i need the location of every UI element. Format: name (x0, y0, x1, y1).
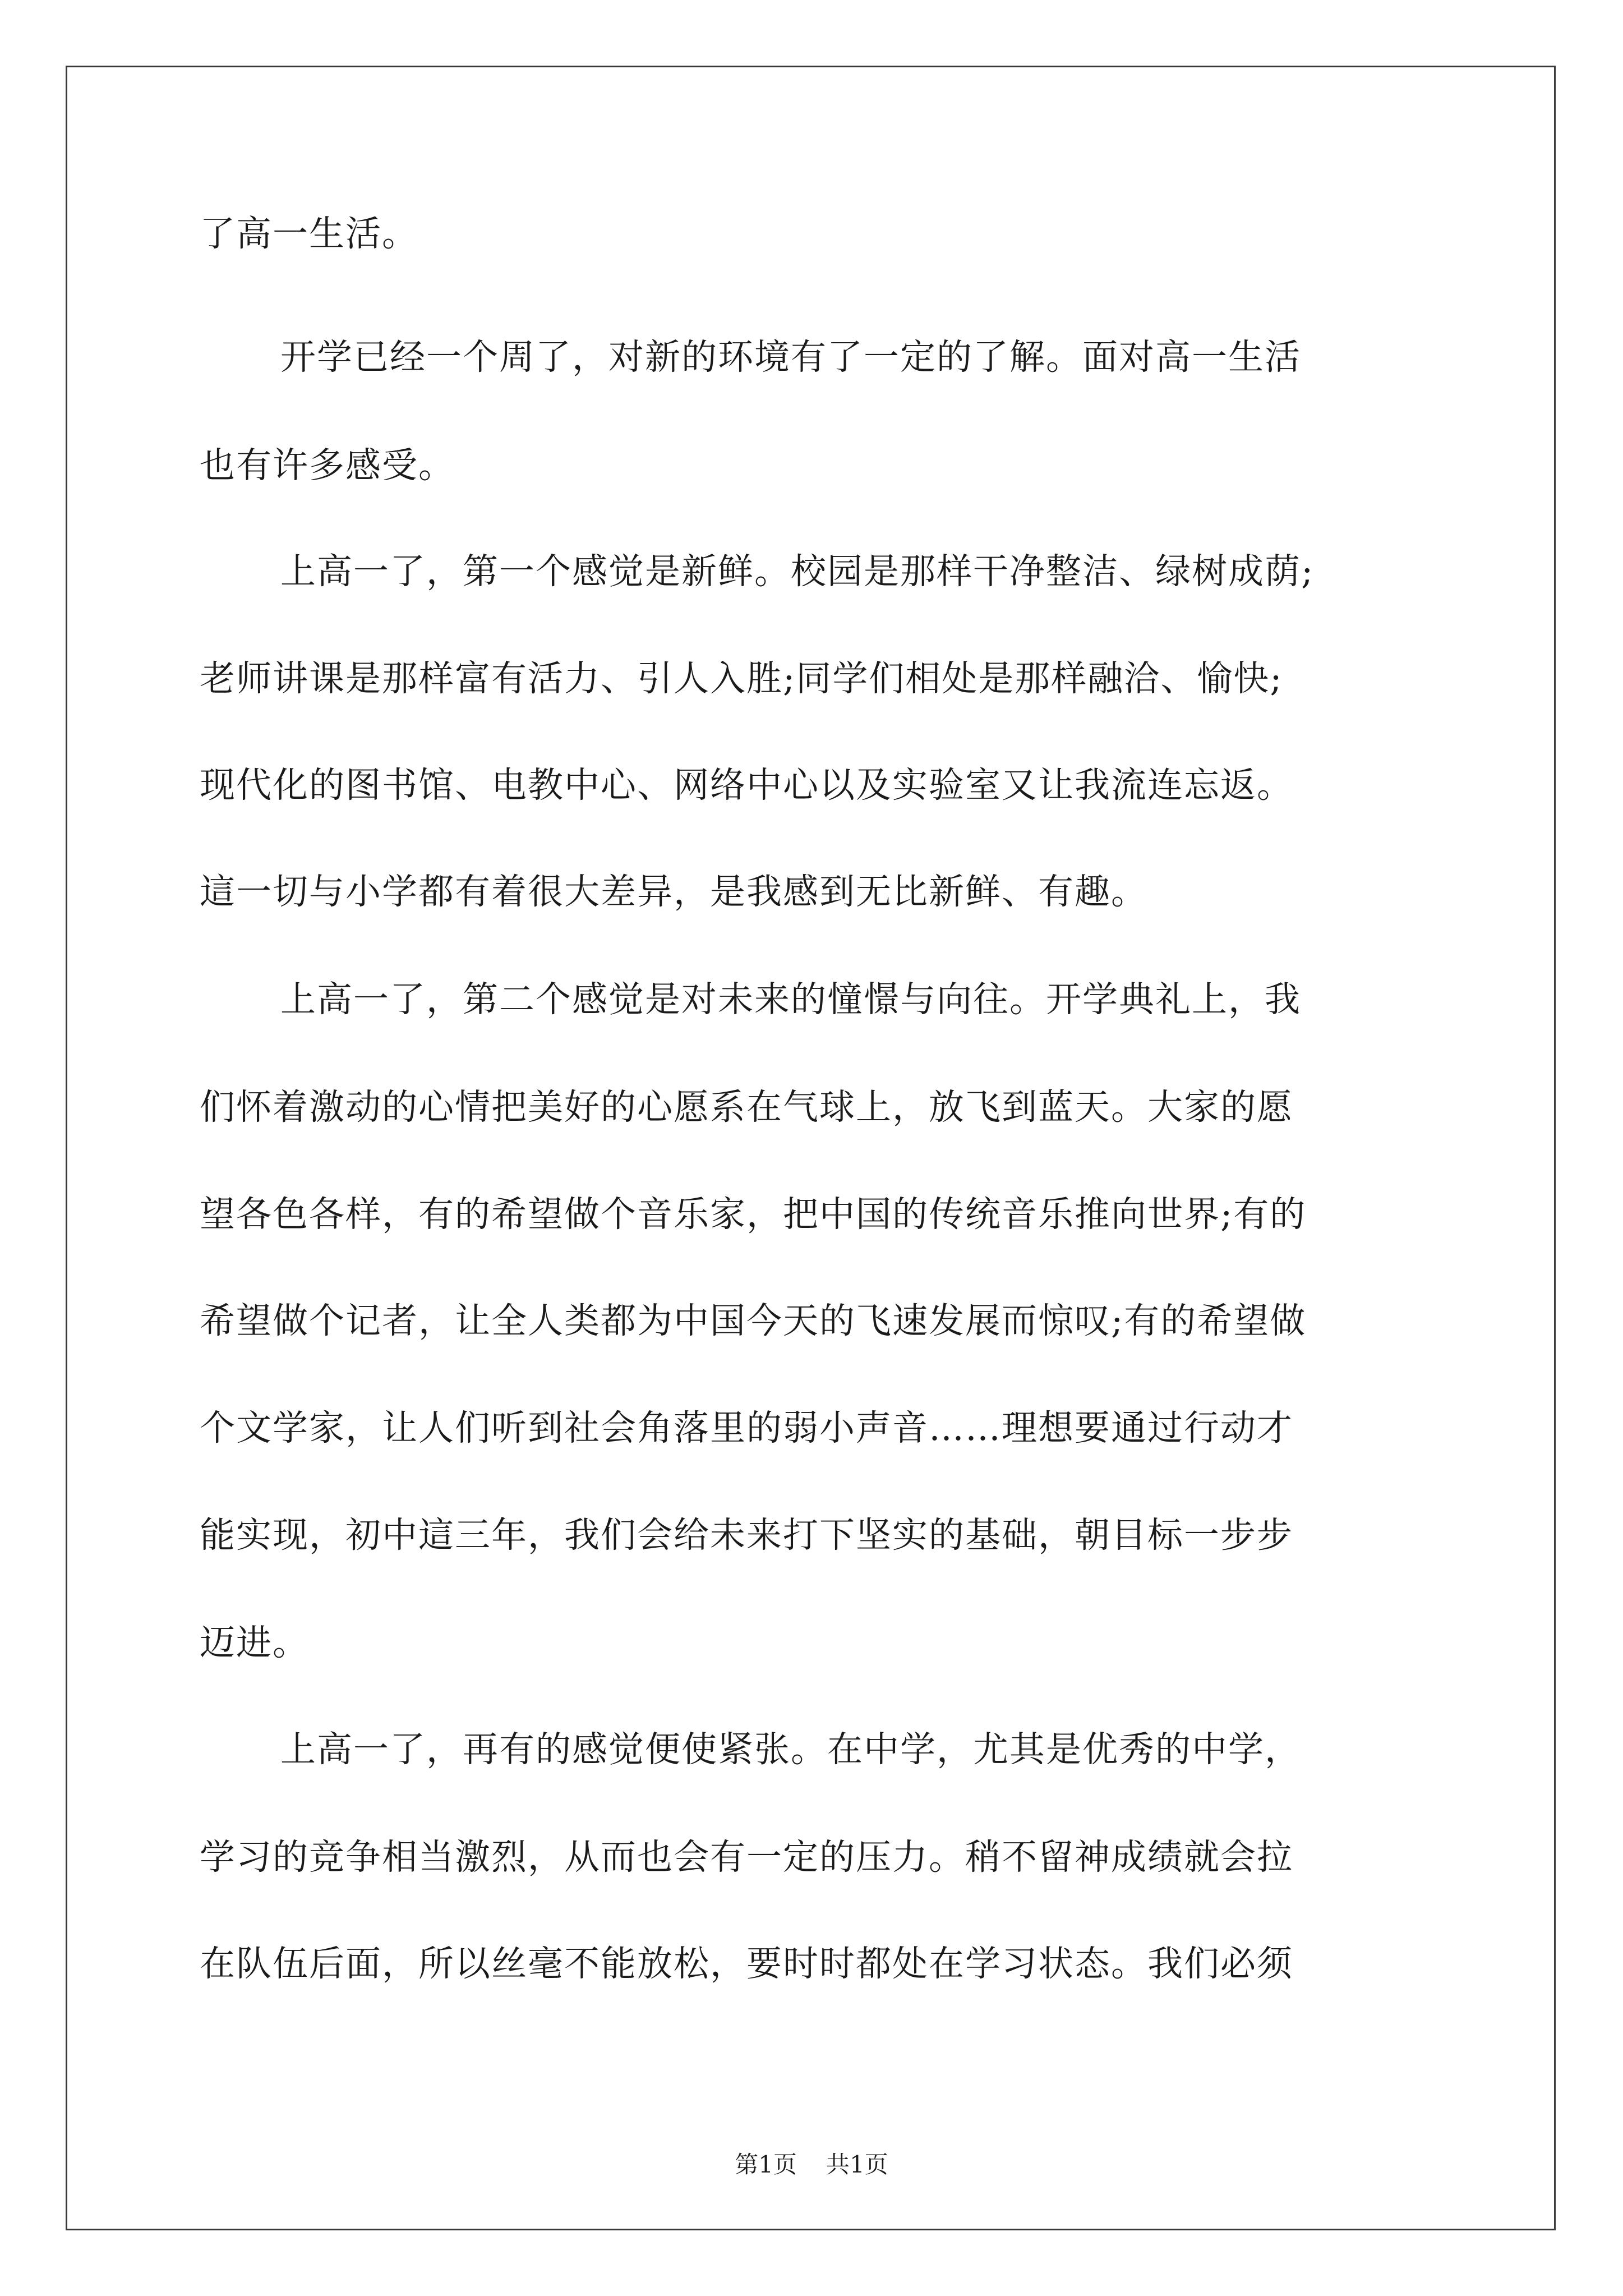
text-line: 上高一了，第二个感觉是对未来的憧憬与向往。开学典礼上，我 (280, 979, 1301, 1020)
text-line: 了高一生活。 (200, 213, 418, 254)
page-border (66, 66, 1556, 2230)
text-line: 希望做个记者，让全人类都为中国今天的飞速发展而惊叹;有的希望做 (200, 1300, 1307, 1341)
text-line: 上高一了，第一个感觉是新鲜。校园是那样干净整洁、绿树成荫; (280, 551, 1315, 592)
text-line: 上高一了，再有的感觉便使紧张。在中学，尤其是优秀的中学， (280, 1729, 1301, 1770)
text-line: 老师讲课是那样富有活力、引人入胜;同学们相处是那样融洽、愉快; (200, 658, 1283, 699)
text-line: 能实现，初中這三年，我们会给未来打下坚实的基础，朝目标一步步 (200, 1515, 1293, 1556)
text-line: 也有许多感受。 (200, 445, 455, 486)
text-line: 现代化的图书馆、电教中心、网络中心以及实验室又让我流连忘返。 (200, 765, 1293, 806)
text-line: 迈进。 (200, 1622, 309, 1663)
text-line: 這一切与小学都有着很大差异，是我感到无比新鲜、有趣。 (200, 871, 1147, 912)
text-line: 望各色各样，有的希望做个音乐家，把中国的传统音乐推向世界;有的 (200, 1194, 1307, 1235)
page-total: 共1页 (826, 2151, 888, 2178)
text-line: 学习的竞争相当激烈，从而也会有一定的压力。稍不留神成绩就会拉 (200, 1837, 1293, 1878)
text-line: 开学已经一个周了，对新的环境有了一定的了解。面对高一生活 (280, 337, 1301, 378)
text-line: 们怀着激动的心情把美好的心愿系在气球上，放飞到蓝天。大家的愿 (200, 1087, 1293, 1128)
page-number: 第1页 (735, 2151, 797, 2178)
text-line: 在队伍后面，所以丝毫不能放松，要时时都处在学习状态。我们必须 (200, 1943, 1293, 1984)
text-line: 个文学家，让人们听到社会角落里的弱小声音……理想要通过行动才 (200, 1407, 1293, 1448)
page-footer (0, 2146, 1623, 2180)
